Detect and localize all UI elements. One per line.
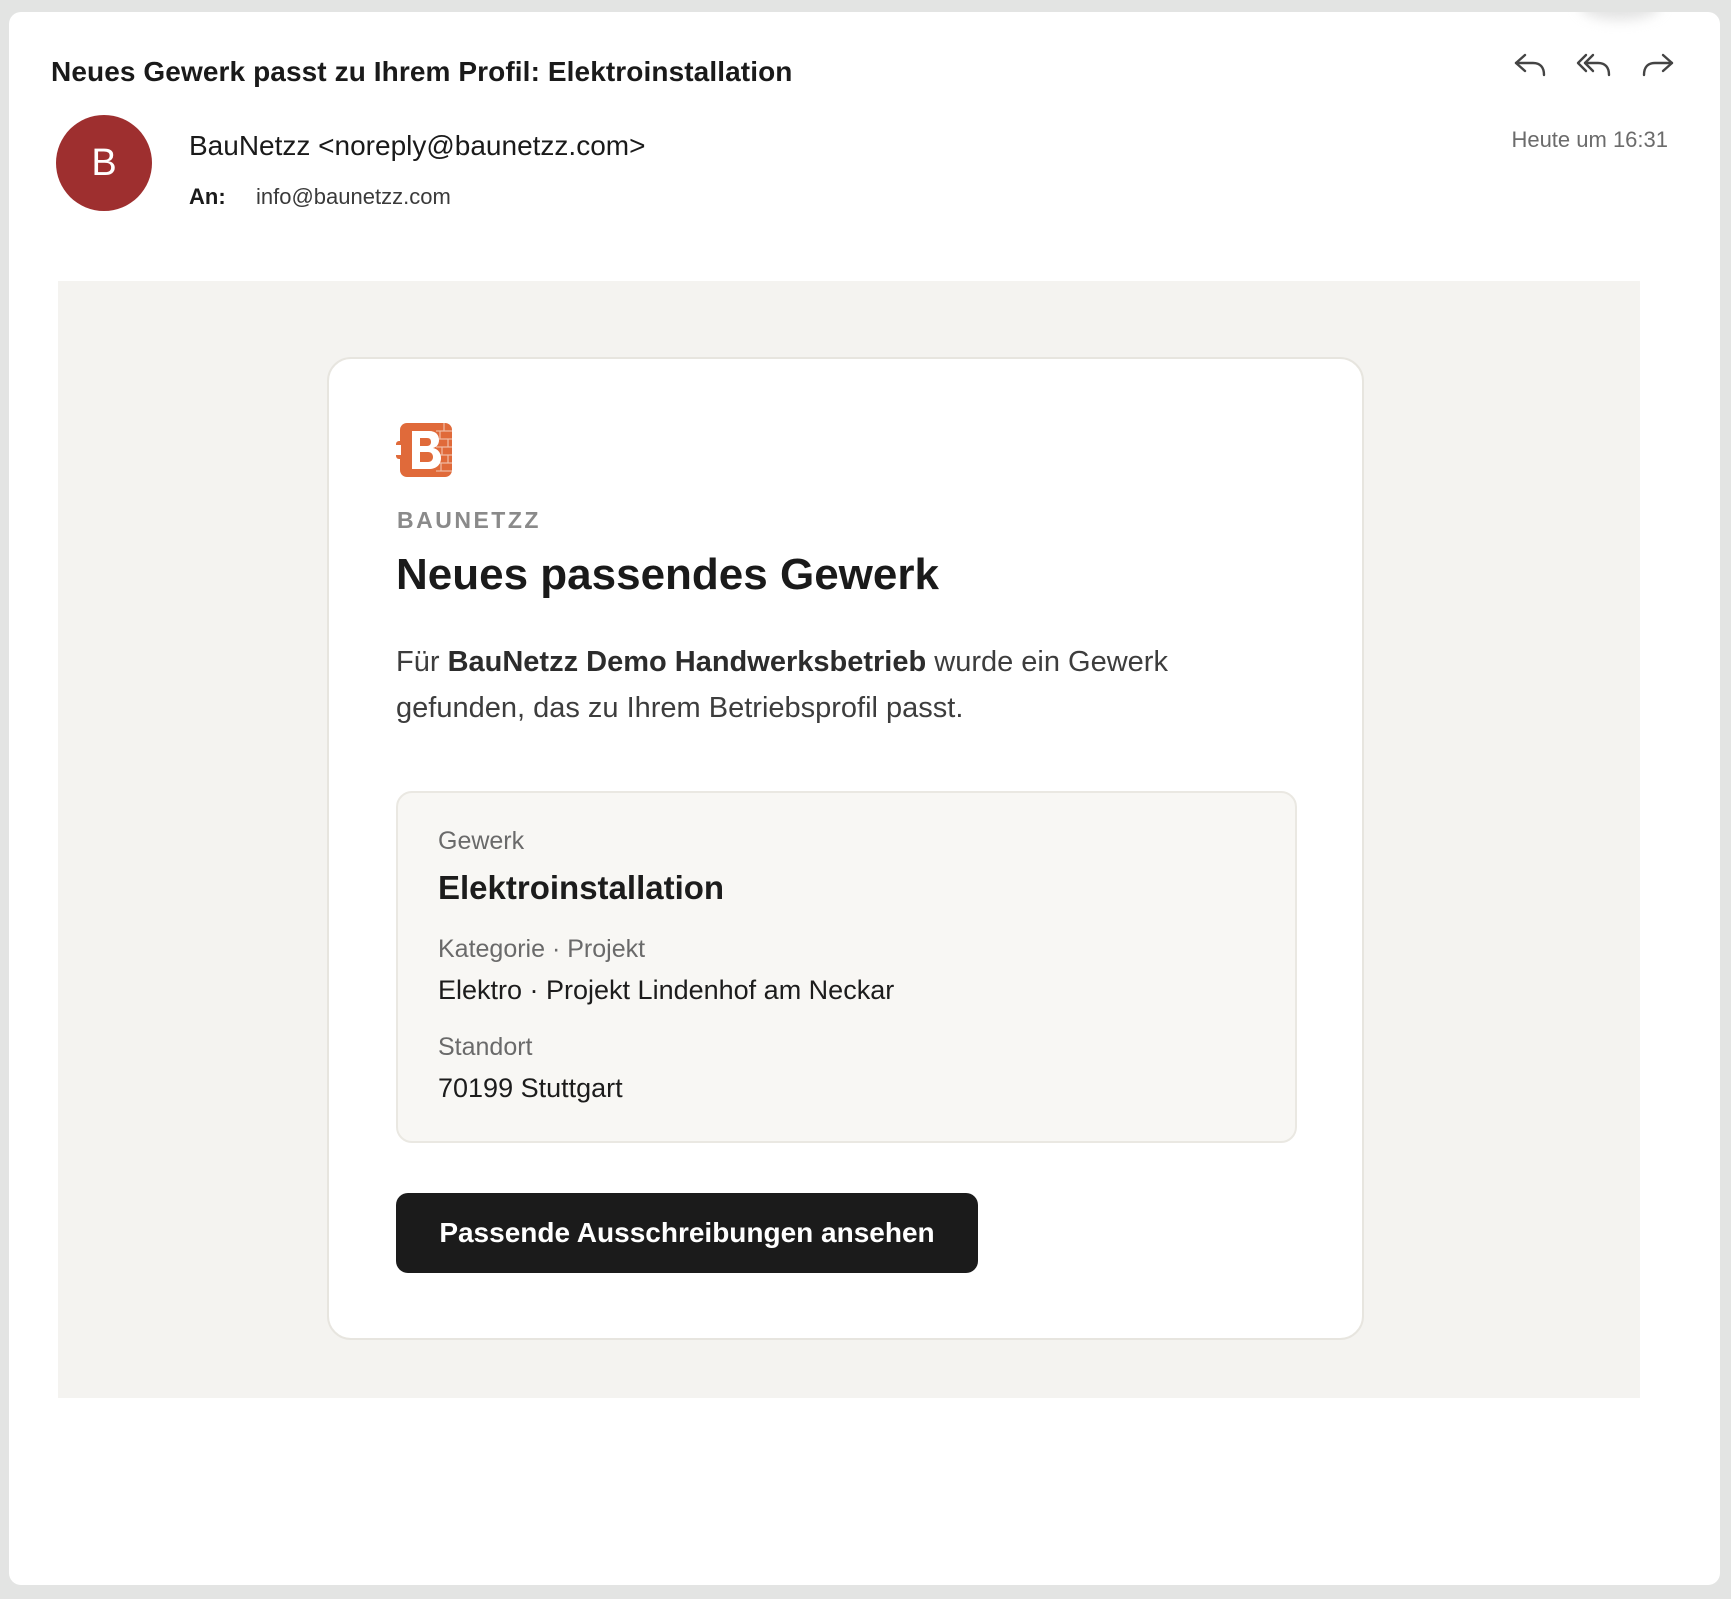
intro-company: BauNetzz Demo Handwerksbetrieb — [447, 646, 927, 678]
category-value: Elektro · Projekt Lindenhof am Neckar — [438, 975, 895, 1005]
reply-icon — [1513, 52, 1547, 80]
reply-all-button[interactable] — [1576, 46, 1612, 86]
sender-address[interactable]: BauNetzz <noreply@baunetzz.com> — [189, 130, 646, 161]
reply-button[interactable] — [1512, 46, 1548, 86]
forward-icon — [1641, 52, 1675, 80]
reply-all-icon — [1576, 52, 1612, 80]
intro-prefix: Für — [396, 646, 448, 678]
email-body — [58, 281, 1640, 1398]
brand-name: BAUNETZZ — [397, 507, 541, 533]
email-actions — [1512, 46, 1676, 86]
location-value: 70199 Stuttgart — [438, 1073, 623, 1103]
notification-card — [327, 357, 1364, 1340]
recipient-address[interactable]: info@baunetzz.com — [256, 184, 451, 209]
recipient-row — [189, 184, 451, 210]
location-label: Standort — [438, 1033, 533, 1061]
recipient-label: An: — [189, 184, 226, 209]
baunetzz-logo-icon — [396, 421, 456, 479]
forward-button[interactable] — [1640, 46, 1676, 86]
trade-label: Gewerk — [438, 827, 525, 855]
category-label: Kategorie · Projekt — [438, 935, 646, 963]
trade-value: Elektroinstallation — [438, 869, 725, 906]
email-window — [9, 12, 1720, 1585]
sender-avatar: B — [56, 115, 152, 211]
card-heading: Neues passendes Gewerk — [396, 550, 939, 599]
trade-details-box — [396, 791, 1297, 1143]
email-timestamp: Heute um 16:31 — [1511, 127, 1668, 152]
intro-suffix: wurde ein Gewerk gefunden, das zu Ihrem Betriebsprofil passt. — [396, 646, 1168, 724]
view-tenders-button[interactable]: Passende Ausschreibungen ansehen — [396, 1193, 978, 1273]
window-shadow — [1580, 12, 1660, 20]
intro-text — [396, 639, 1276, 731]
email-subject: Neues Gewerk passt zu Ihrem Profil: Elektroinstallation — [51, 56, 793, 87]
